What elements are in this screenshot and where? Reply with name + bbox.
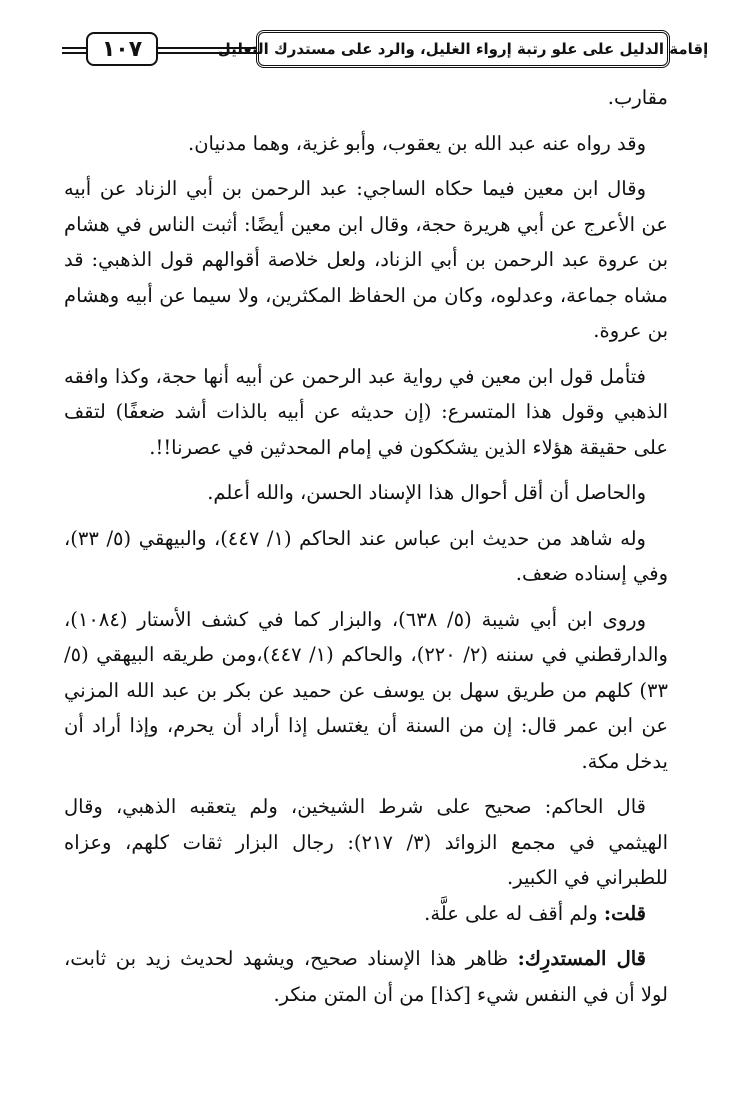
paragraph-text: ولم أقف له على علَّة. [424, 901, 604, 925]
paragraph [64, 941, 668, 1012]
paragraph-text: وقد رواه عنه عبد الله بن يعقوب، وأبو غزية، وهما مدنيان. [188, 131, 646, 155]
paragraph-text: وله شاهد من حديث ابن عباس عند الحاكم (١/ ٤٤٧)، والبيهقي (٥/ ٣٣)، وفي إسناده ضعف. [64, 526, 668, 585]
paragraph-text: والحاصل أن أقل أحوال هذا الإسناد الحسن، والله أعلم. [207, 481, 646, 504]
paragraph [64, 126, 668, 162]
paragraph [64, 359, 668, 466]
paragraph [64, 521, 668, 592]
paragraph-text: قال الحاكم: صحيح على شرط الشيخين، ولم يتعقبه الذهبي، وقال الهيثمي في مجمع الزوائد (٣/ ٢١٧): رجال البزار ثقات كلهم، وعزاه للطبراني في الكبير. [64, 795, 669, 889]
paragraph [64, 80, 668, 116]
paragraph [64, 896, 668, 932]
running-title: إقامة الدليل على علو رتبة إرواء الغليل، والرد على مستدرك التعليل [256, 30, 670, 68]
page-number: ١٠٧ [86, 32, 158, 66]
paragraph-text: مقارب. [607, 86, 668, 109]
paragraph [64, 789, 668, 896]
page-header [62, 28, 709, 72]
paragraph [64, 475, 668, 511]
paragraph-text: فتأمل قول ابن معين في رواية عبد الرحمن عن أبيه أنها حجة، وكذا وافقه الذهبي وقول هذا المتسرع: (إن حديثه عن أبيه بالذات أشد ضعفًا) لتقف على حقيقة هؤلاء الذين يشككون في إمام المحدثين في عصرنا!!. [64, 364, 668, 459]
paragraph-text: وقال ابن معين فيما حكاه الساجي: عبد الرحمن بن أبي الزناد عن أبيه عن الأعرج عن أبي هريرة حجة، وقال ابن معين أيضًا: أثبت الناس في هشام بن عروة عبد الرحمن بن أبي الزناد، ولعل خلاصة أقوالهم قول الذهبي: قد مشاه جماعة، وعدلوه، وكان من الحفاظ المكثرين، ولا سيما عن أبيه وهشام بن عروة. [64, 177, 668, 342]
paragraph-text: ظاهر هذا الإسناد صحيح، ويشهد لحديث زيد بن ثابت، لولا أن في النفس شيء [كذا] من أن المتن منكر. [64, 947, 668, 1006]
paragraph-lead: قال المستدرِك: [517, 947, 646, 970]
paragraph [64, 171, 668, 349]
paragraph-text: وروى ابن أبي شيبة (٥/ ٦٣٨)، والبزار كما في كشف الأستار (١٠٨٤)، والدارقطني في سننه (٢/ ٢٢٠)، والحاكم (١/ ٤٤٧)،ومن طريقه البيهقي (٥/ ٣٣) كلهم من طريق سهل بن يوسف عن حميد عن بكر بن عبد الله المزني عن ابن عمر قال: إن من السنة أن يغتسل إذا أراد أن يحرم، وإذا أراد أن يدخل مكة. [64, 607, 668, 773]
paragraph [64, 602, 668, 780]
body-text [64, 80, 668, 1012]
paragraph-lead: قلت: [603, 901, 646, 925]
